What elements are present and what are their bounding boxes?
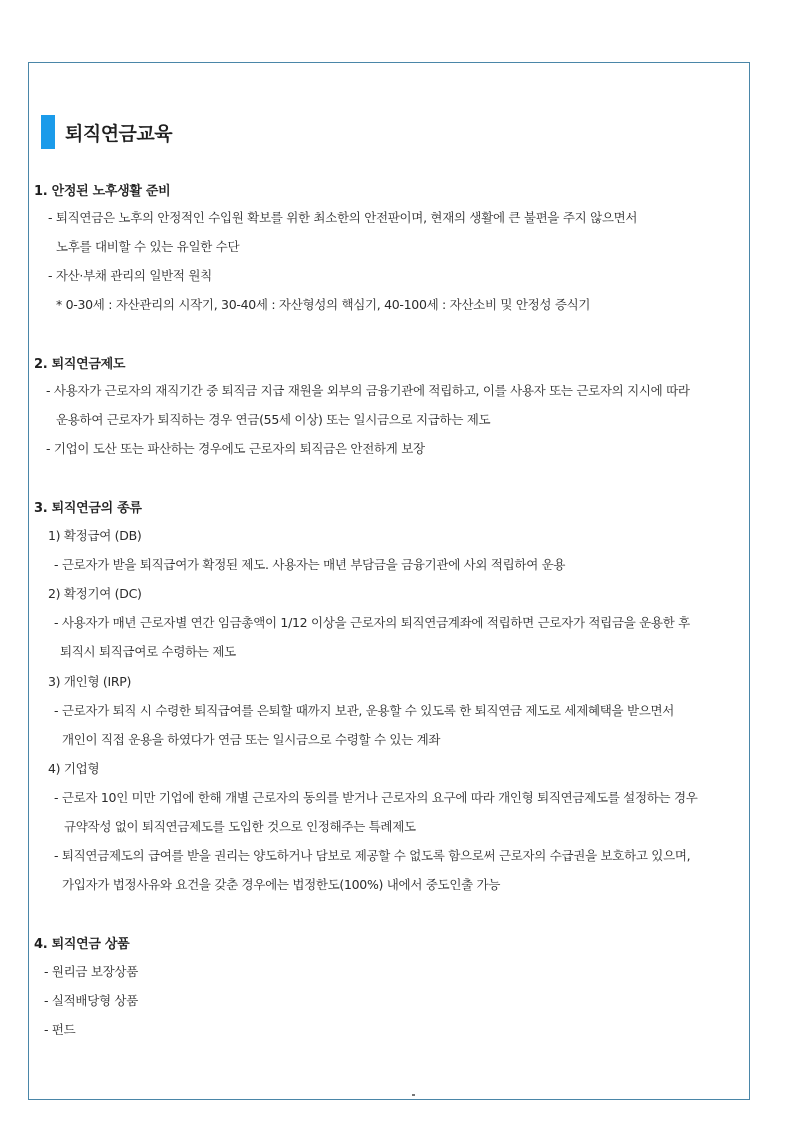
section-2-heading: 2. 퇴직연금제도 (34, 357, 126, 372)
section-2-line-3: - 기업이 도산 또는 파산하는 경우에도 근로자의 퇴직금은 안전하게 보장 (46, 441, 425, 456)
corp-line-4: 가입자가 법정사유와 요건을 갖춘 경우에는 법정한도(100%) 내에서 중도인출 가능 (62, 877, 501, 892)
irp-title: 3) 개인형 (IRP) (48, 674, 132, 689)
corp-line-2: 규약작성 없이 퇴직연금제도를 도입한 것으로 인정해주는 특례제도 (64, 819, 416, 834)
corp-line-1: - 근로자 10인 미만 기업에 한해 개별 근로자의 동의를 받거나 근로자의 요구에 따라 개인형 퇴직연금제도를 설정하는 경우 (54, 790, 698, 805)
title-text: 퇴직연금교육 (65, 122, 173, 145)
db-title: 1) 확정급여 (DB) (48, 528, 142, 543)
title-accent-bar (41, 115, 55, 149)
irp-line-2: 개인이 직접 운용을 하였다가 연금 또는 일시금으로 수령할 수 있는 계좌 (62, 732, 441, 747)
product-item-1: - 원리금 보장상품 (44, 964, 138, 979)
section-1-line-2: 노후를 대비할 수 있는 유일한 수단 (56, 239, 240, 254)
db-line-1: - 근로자가 받을 퇴직급여가 확정된 제도. 사용자는 매년 부담금을 금융기관에 사외 적립하여 운용 (54, 557, 566, 572)
section-1-line-4: * 0-30세 : 자산관리의 시작기, 30-40세 : 자산형성의 핵심기, 40-100세 : 자산소비 및 안정성 증식기 (56, 297, 591, 312)
section-4-heading: 4. 퇴직연금 상품 (34, 937, 130, 952)
scan-mark (412, 1094, 415, 1096)
product-item-3: - 펀드 (44, 1022, 76, 1037)
corp-line-3: - 퇴직연금제도의 급여를 받을 권리는 양도하거나 담보로 제공할 수 없도록 함으로써 근로자의 수급권을 보호하고 있으며, (54, 848, 691, 863)
section-2-line-2: 운용하여 근로자가 퇴직하는 경우 연금(55세 이상) 또는 일시금으로 지급하는 제도 (56, 412, 491, 427)
corp-title: 4) 기업형 (48, 761, 100, 776)
dc-line-1: - 사용자가 매년 근로자별 연간 임금총액이 1/12 이상을 근로자의 퇴직연금계좌에 적립하면 근로자가 적립금을 운용한 후 (54, 615, 690, 630)
product-item-2: - 실적배당형 상품 (44, 993, 138, 1008)
section-3-heading: 3. 퇴직연금의 종류 (34, 501, 142, 516)
section-1-line-1: - 퇴직연금은 노후의 안정적인 수입원 확보를 위한 최소한의 안전판이며, 현재의 생활에 큰 불편을 주지 않으면서 (48, 210, 638, 225)
section-2-line-1: - 사용자가 근로자의 재직기간 중 퇴직금 지급 재원을 외부의 금융기관에 적립하고, 이를 사용자 또는 근로자의 지시에 따라 (46, 383, 690, 398)
document-title (41, 115, 172, 149)
section-1-line-3: - 자산·부채 관리의 일반적 원칙 (48, 268, 212, 283)
dc-title: 2) 확정기여 (DC) (48, 586, 142, 601)
section-1-heading: 1. 안정된 노후생활 준비 (34, 184, 171, 199)
dc-line-2: 퇴직시 퇴직급여로 수령하는 제도 (60, 644, 236, 659)
irp-line-1: - 근로자가 퇴직 시 수령한 퇴직급여를 은퇴할 때까지 보관, 운용할 수 있도록 한 퇴직연금 제도로 세제혜택을 받으면서 (54, 703, 675, 718)
